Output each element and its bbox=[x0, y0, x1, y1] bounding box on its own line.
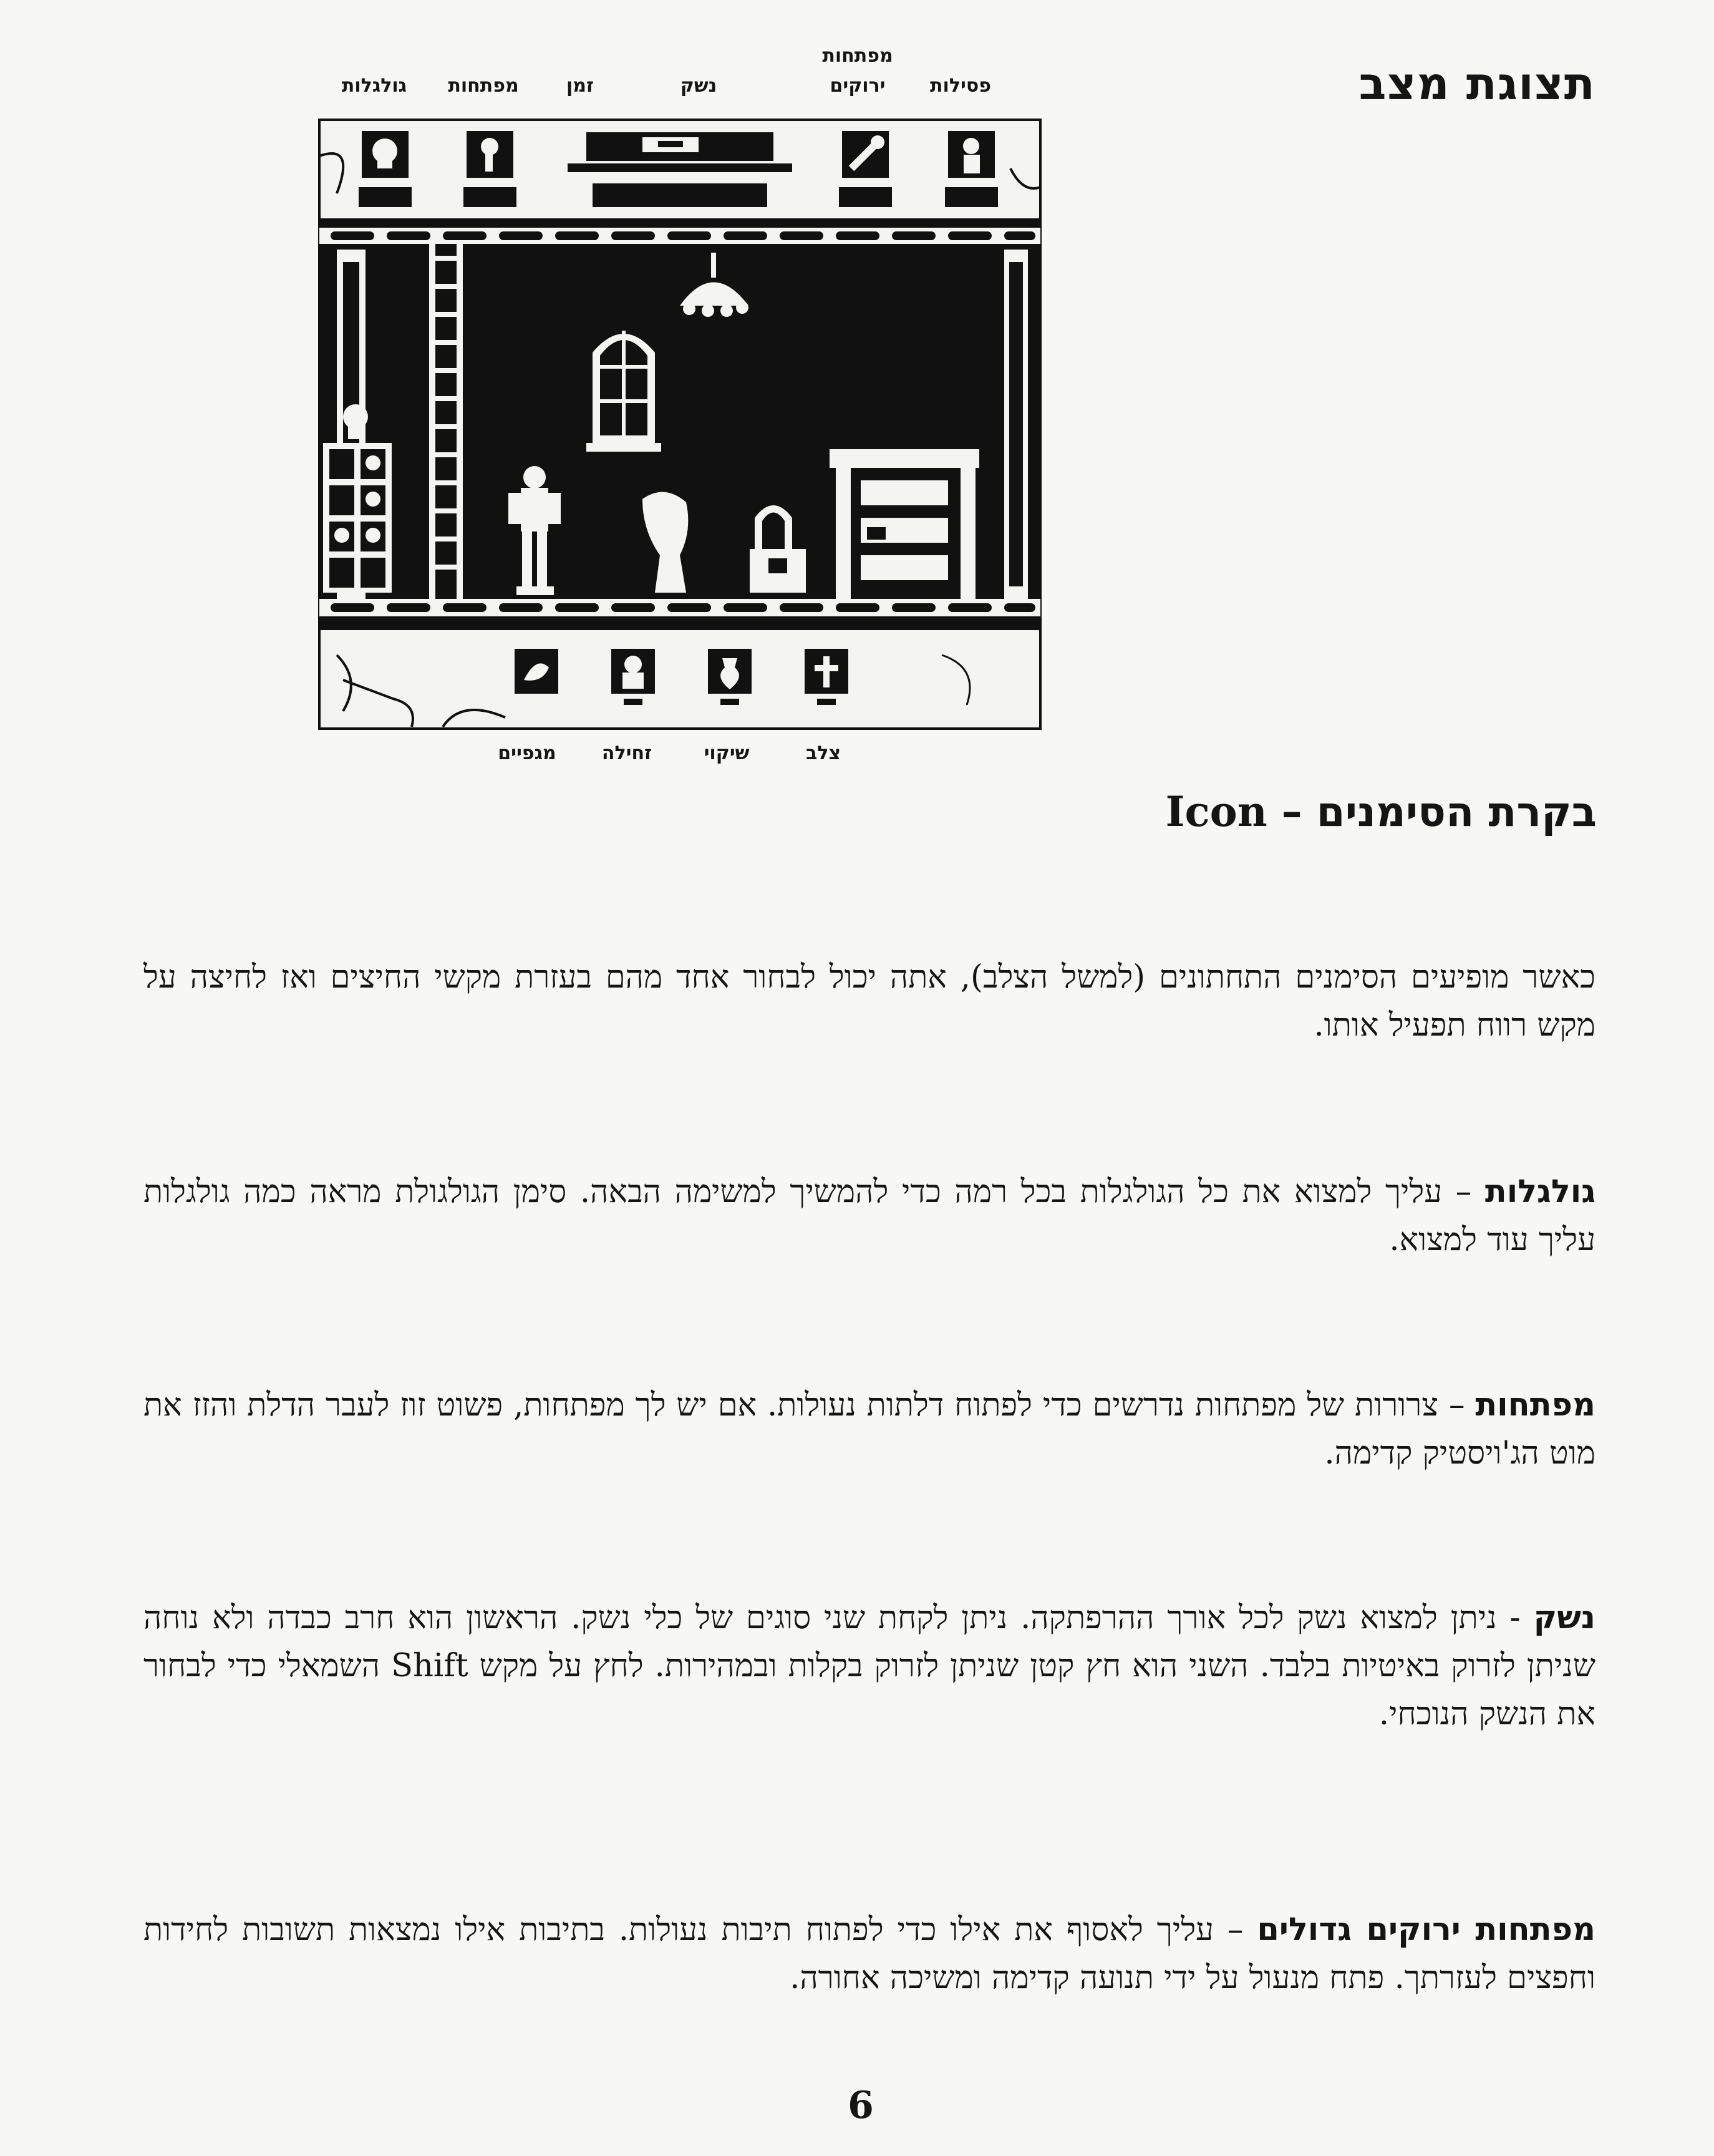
green-keys-paragraph bbox=[143, 1906, 1595, 2002]
play-area bbox=[319, 218, 1040, 630]
skulls-paragraph bbox=[143, 1168, 1595, 1264]
label-crawl: זחילה bbox=[601, 742, 652, 764]
intro-paragraph: כאשר מופיעים הסימנים התחתונים (למשל הצלב), אתה יכול לבחור אחד מהם בעזרת מקשי החיצים ואז לחיצה על מקש רווח תפעיל אותו. bbox=[143, 959, 1595, 1044]
page-number: 6 bbox=[848, 2084, 874, 2127]
door bbox=[830, 449, 979, 599]
section-heading bbox=[1166, 787, 1597, 836]
label-weapon: נשק bbox=[680, 75, 717, 97]
weapon-term: נשק bbox=[1533, 1600, 1595, 1636]
weapon-paragraph bbox=[143, 1594, 1595, 1738]
keys-term: מפתחות bbox=[1475, 1387, 1595, 1424]
page-title: תצוגת מצב bbox=[1358, 57, 1595, 110]
weapon-text: - ניתן למצוא נשק לכל אורך ההרפתקה. ניתן לקחת שני סוגים של כלי נשק. הראשון הוא חרב כבדה ולא נוחה שניתן לזרוק באיטיות בלבד. השני הוא חץ קטן שניתן לזרוק בקלות ובמהירות. לחץ על מקש Shift השמאלי כדי לבחור את הנשק הנוכחי. bbox=[143, 1600, 1595, 1732]
label-ghosts: מגפיים bbox=[498, 742, 556, 764]
game-screen bbox=[318, 119, 1042, 730]
section-heading-hebrew: בקרת הסימנים bbox=[1316, 788, 1597, 836]
green-keys-text: – עליך לאסוף את אילו כדי לפתוח תיבות נעולות. בתיבות אילו נמצאות תשובות לחידות וחפצים לעזרתך. פתח מנעול על ידי תנועה קדימה ומשיכה אחורה. bbox=[143, 1911, 1595, 1996]
skulls-term: גולגלות bbox=[1484, 1173, 1595, 1210]
label-green-keys-line1: מפתחות bbox=[822, 45, 893, 67]
skulls-text: – עליך למצוא את כל הגולגלות בכל רמה כדי להמשיך למשימה הבאה. סימן הגולגולת מראה כמה גולגלות עליך עוד למצוא. bbox=[143, 1173, 1595, 1258]
keys-paragraph bbox=[143, 1381, 1595, 1477]
green-keys-term: מפתחות ירוקים גדולים bbox=[1257, 1911, 1595, 1948]
label-skulls: גולגלות bbox=[341, 75, 407, 97]
game-screenshot-figure bbox=[299, 31, 1073, 792]
section-heading-separator: – bbox=[1267, 788, 1317, 836]
label-keys: מפתחות bbox=[448, 75, 519, 97]
label-potion: שיקוי bbox=[704, 742, 750, 764]
label-cross: צלב bbox=[805, 742, 841, 764]
label-statues: פסילות bbox=[930, 75, 991, 97]
keys-text: – צרורות של מפתחות נדרשים כדי לפתוח דלתות נעולות. אם יש לך מפתחות, פשוט זוז לעבר הדלת והזז את מוט הג'ויסטיק קדימה. bbox=[143, 1387, 1595, 1472]
label-green-keys-line2: ירוקים bbox=[830, 75, 886, 97]
arched-window bbox=[586, 331, 661, 452]
section-heading-english: Icon bbox=[1165, 787, 1267, 836]
label-time: זמן bbox=[566, 75, 594, 97]
